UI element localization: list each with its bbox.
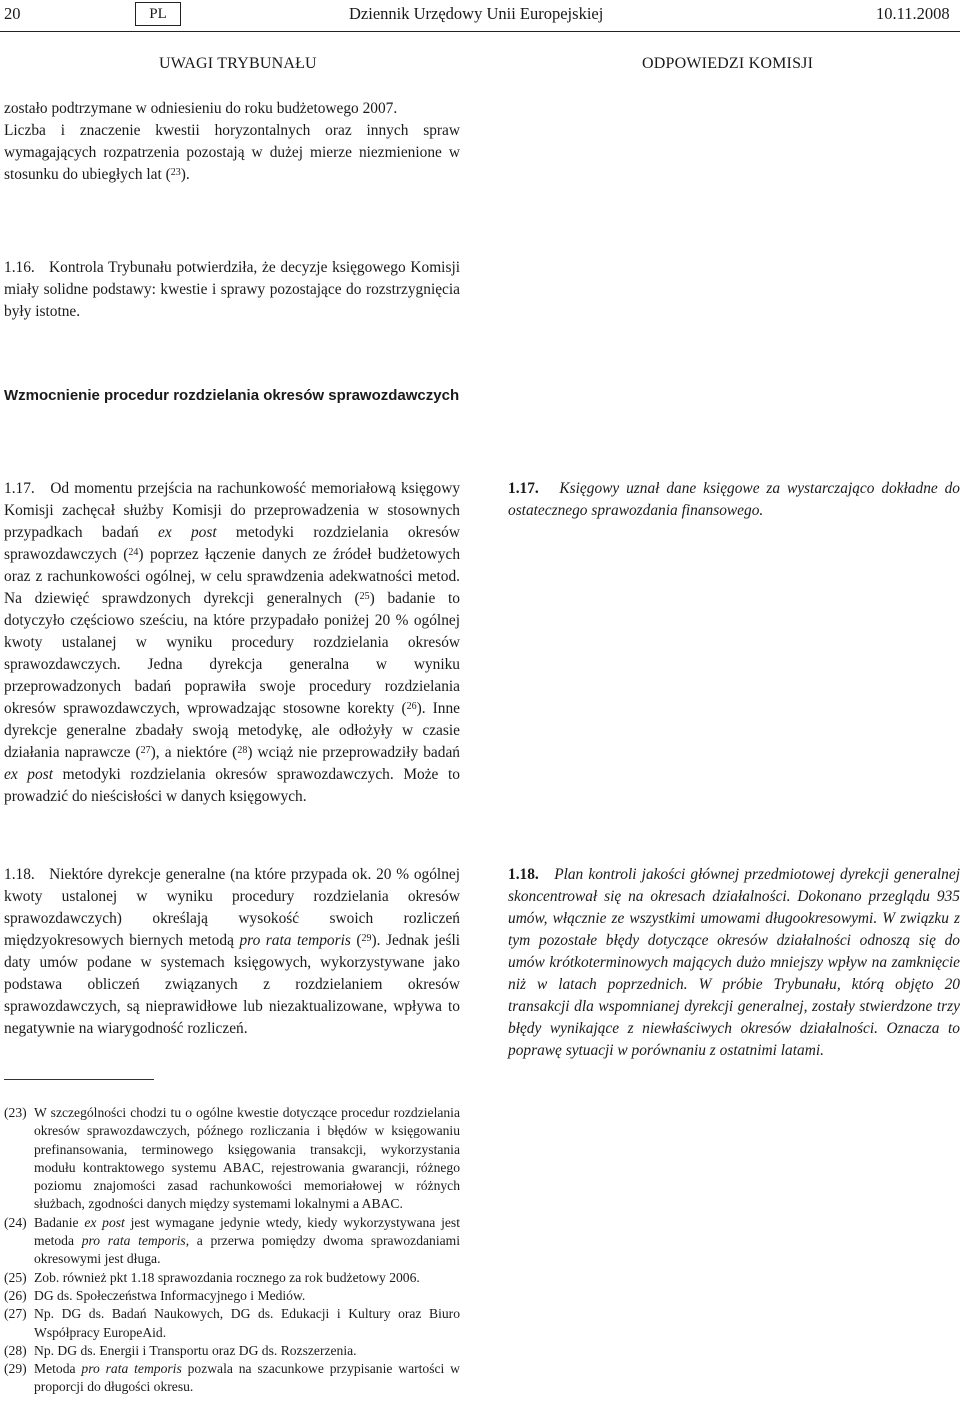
- footnote-text: [34, 1360, 460, 1397]
- footnote-mark: (29): [4, 1361, 27, 1377]
- footnote-text: Np. DG ds. Badań Naukowych, DG ds. Edukacji i Kultury oraz Biuro Współpracy EuropeAid.: [34, 1306, 460, 1340]
- paragraph-number: 1.17.: [4, 480, 35, 497]
- section-subheading: Wzmocnienie procedur rozdzielania okresów sprawozdawczych: [4, 387, 460, 404]
- journal-title: Dziennik Urzędowy Unii Europejskiej: [349, 4, 604, 23]
- text-part: ). Inne dyrekcje generalne zbadały swoją metodykę, ale odłożyły w czasie działania naprawcze (: [4, 700, 460, 761]
- text-part: ), a niektóre (: [150, 744, 238, 761]
- footnote-ref-28: 28: [237, 745, 248, 756]
- footnote-mark: (26): [4, 1287, 27, 1303]
- footnote-mark: (24): [4, 1214, 27, 1230]
- text-part: Badanie: [34, 1214, 85, 1230]
- paragraph-1-17: [4, 478, 460, 808]
- italic-term: ex post: [4, 766, 53, 783]
- paragraph-1-16: [4, 257, 460, 323]
- text-part: , a przerwa pomiędzy dwoma sprawozdaniami okresowymi jest długa.: [34, 1233, 460, 1267]
- footnote-ref-25: 25: [359, 591, 370, 602]
- page-number: 20: [4, 4, 21, 23]
- reply-number: 1.18.: [508, 866, 539, 883]
- footnote-26: [4, 1287, 460, 1305]
- footnote-mark: (28): [4, 1342, 27, 1358]
- text-part: jest wymagane jedynie wtedy, kiedy wykorzystywana jest metoda: [34, 1214, 461, 1249]
- footnote-ref-27: 27: [140, 745, 151, 756]
- footnotes: [4, 1104, 460, 1397]
- footnote-text: Np. DG ds. Energii i Transportu oraz DG ds. Rozszerzenia.: [34, 1342, 357, 1358]
- footnote-27: [4, 1305, 460, 1342]
- reply-number: 1.17.: [508, 480, 539, 497]
- text-part: (: [350, 932, 362, 949]
- issue-date: 10.11.2008: [876, 4, 950, 23]
- header-rule: [0, 31, 960, 32]
- italic-term: ex post: [157, 524, 217, 541]
- italic-term: pro rata temporis: [239, 932, 351, 949]
- footnote-28: [4, 1342, 460, 1360]
- footnote-rule: [4, 1079, 154, 1080]
- paragraph-1-18: [4, 864, 460, 1040]
- italic-term: ex post: [84, 1214, 125, 1230]
- footnote-ref-29: 29: [361, 933, 372, 944]
- paragraph-number: 1.16.: [4, 259, 35, 276]
- reply-text: Plan kontroli jakości głównej przedmiotowej dyrekcji generalnej skoncentrował się na okresach działalności. Dokonano przeglądu 935 umów, włącznie ze wszystkimi umowami długookresowymi. W związku z tym pozostałe błędy dotyczące okresów działalności odnoszą się do umów krótkoterminowych mających dużo mniejszy wpływ na zamknięcie niż w latach poprzednich. W próbie Trybunału, którą objęto 20 transakcji dla wspomnianej dyrekcji generalnej, zostały stwierdzone trzy błędy wynikające z niewłaściwych okresów działalności. Oznacza to poprawę sytuacji w porównaniu z ostatnimi latami.: [508, 866, 960, 1059]
- footnote-25: [4, 1269, 460, 1287]
- continuation-paragraph: [4, 98, 460, 186]
- footnote-text: [34, 1214, 460, 1269]
- reply-text: Księgowy uznał dane księgowe za wystarczająco dokładne do ostatecznego sprawozdania finansowego.: [508, 480, 960, 519]
- text-part: ) badanie to dotyczyło częściowo sześciu, na które przypadało poniżej 20 % ogólnej kwoty ustalanej w wyniku procedury rozdzielania okresów sprawozdawczych. Jedna dyrekcja generalna w wyniku przeprowadzonych badań poprawiła swoje procedury rozdzielania okresów sprawozdawczych, wprowadzając stosowne korekty (: [4, 590, 460, 717]
- continuation-line: zostało podtrzymane w odniesieniu do roku budżetowego 2007.: [4, 100, 398, 117]
- text-part: ). Jednak jeśli daty umów podane w systemach księgowych, wykorzystywane jako podstawa obliczeń związanych z rozdzielaniem okresów sprawozdawczych, są nieprawidłowe lub niezaktualizowane, wpływa to negatywnie na wiarygodność rozliczeń.: [4, 932, 460, 1037]
- italic-term: pro rata temporis: [81, 1233, 186, 1249]
- reply-1-18: [508, 864, 960, 1062]
- footnote-24: [4, 1214, 460, 1269]
- continuation-text: [4, 120, 460, 186]
- text-part: metodyki rozdzielania okresów sprawozdawczych. Może to prowadzić do nieścisłości w danych księgowych.: [4, 766, 460, 805]
- footnote-mark: (25): [4, 1269, 27, 1285]
- text-part: ) wciąż nie przeprowadziły badań: [247, 744, 460, 761]
- left-column-title: UWAGI TRYBUNAŁU: [159, 55, 317, 72]
- footnote-text: Zob. również pkt 1.18 sprawozdania rocznego za rok budżetowy 2006.: [34, 1269, 420, 1285]
- paragraph-text: Kontrola Trybunału potwierdziła, że decyzje księgowego Komisji miały solidne podstawy: kwestie i sprawy pozostające do rozstrzygnięcia były istotne.: [4, 259, 460, 320]
- footnote-29: [4, 1360, 460, 1397]
- text-part: pozwala na szacunkowe przypisanie wartości w proporcji do długości okresu.: [34, 1361, 460, 1395]
- text-part: Niektóre dyrekcje generalne (na które przypada ok. 20 % ogólnej kwoty ustalonej w wyniku procedury rozdzielania okresów sprawozdawczych) określają wysokość swoich rozliczeń międzyokresowych biernych metodą: [4, 866, 460, 949]
- right-column-title: ODPOWIEDZI KOMISJI: [642, 55, 814, 72]
- footnote-ref-23: 23: [170, 167, 181, 178]
- footnote-text: DG ds. Społeczeństwa Informacyjnego i Mediów.: [34, 1287, 306, 1303]
- text-part: Metoda: [34, 1361, 82, 1377]
- text-part: ) poprzez łączenie danych ze źródeł budżetowych oraz z rachunkowości ogólnej, w celu sprawdzenia adekwatności metod. Na dziewięć sprawdzonych dyrekcji generalnych (: [4, 546, 461, 607]
- language-badge: PL: [135, 2, 181, 26]
- text-part: metodyki rozdzielania okresów sprawozdawczych (: [4, 524, 460, 563]
- reply-1-17: [508, 478, 960, 522]
- text-part: Od momentu przejścia na rachunkowość memoriałową księgowy Komisji zachęcał służby Komisji do przeprowadzenia w stosownych przypadkach badań: [4, 480, 461, 541]
- footnote-ref-26: 26: [406, 701, 417, 712]
- continuation-body: Liczba i znaczenie kwestii horyzontalnych oraz innych spraw wymagających rozpatrzenia pozostają w dużej mierze niezmienione w stosunku do ubiegłych lat (: [4, 122, 460, 183]
- footnote-ref-24: 24: [128, 547, 139, 558]
- footnote-mark: (27): [4, 1306, 27, 1322]
- footnote-text: W szczególności chodzi tu o ogólne kwestie dotyczące procedur rozdzielania okresów sprawozdawczych, późnego rozliczania i błędów w księgowaniu prefinansowania, terminowego księgowania transakcji, wykorzystania modułu kontraktowego systemu ABAC, rejestrowania gwarancji, różnego poziomu znajomości zasad rachunkowości memoriałowej w różnych służbach, zgodności danych między systemami lokalnymi a ABAC.: [34, 1105, 460, 1212]
- footnote-23: [4, 1104, 460, 1214]
- italic-term: pro rata temporis: [81, 1361, 182, 1377]
- paragraph-number: 1.18.: [4, 866, 35, 883]
- continuation-end: ).: [180, 166, 190, 183]
- footnote-mark: (23): [4, 1105, 27, 1120]
